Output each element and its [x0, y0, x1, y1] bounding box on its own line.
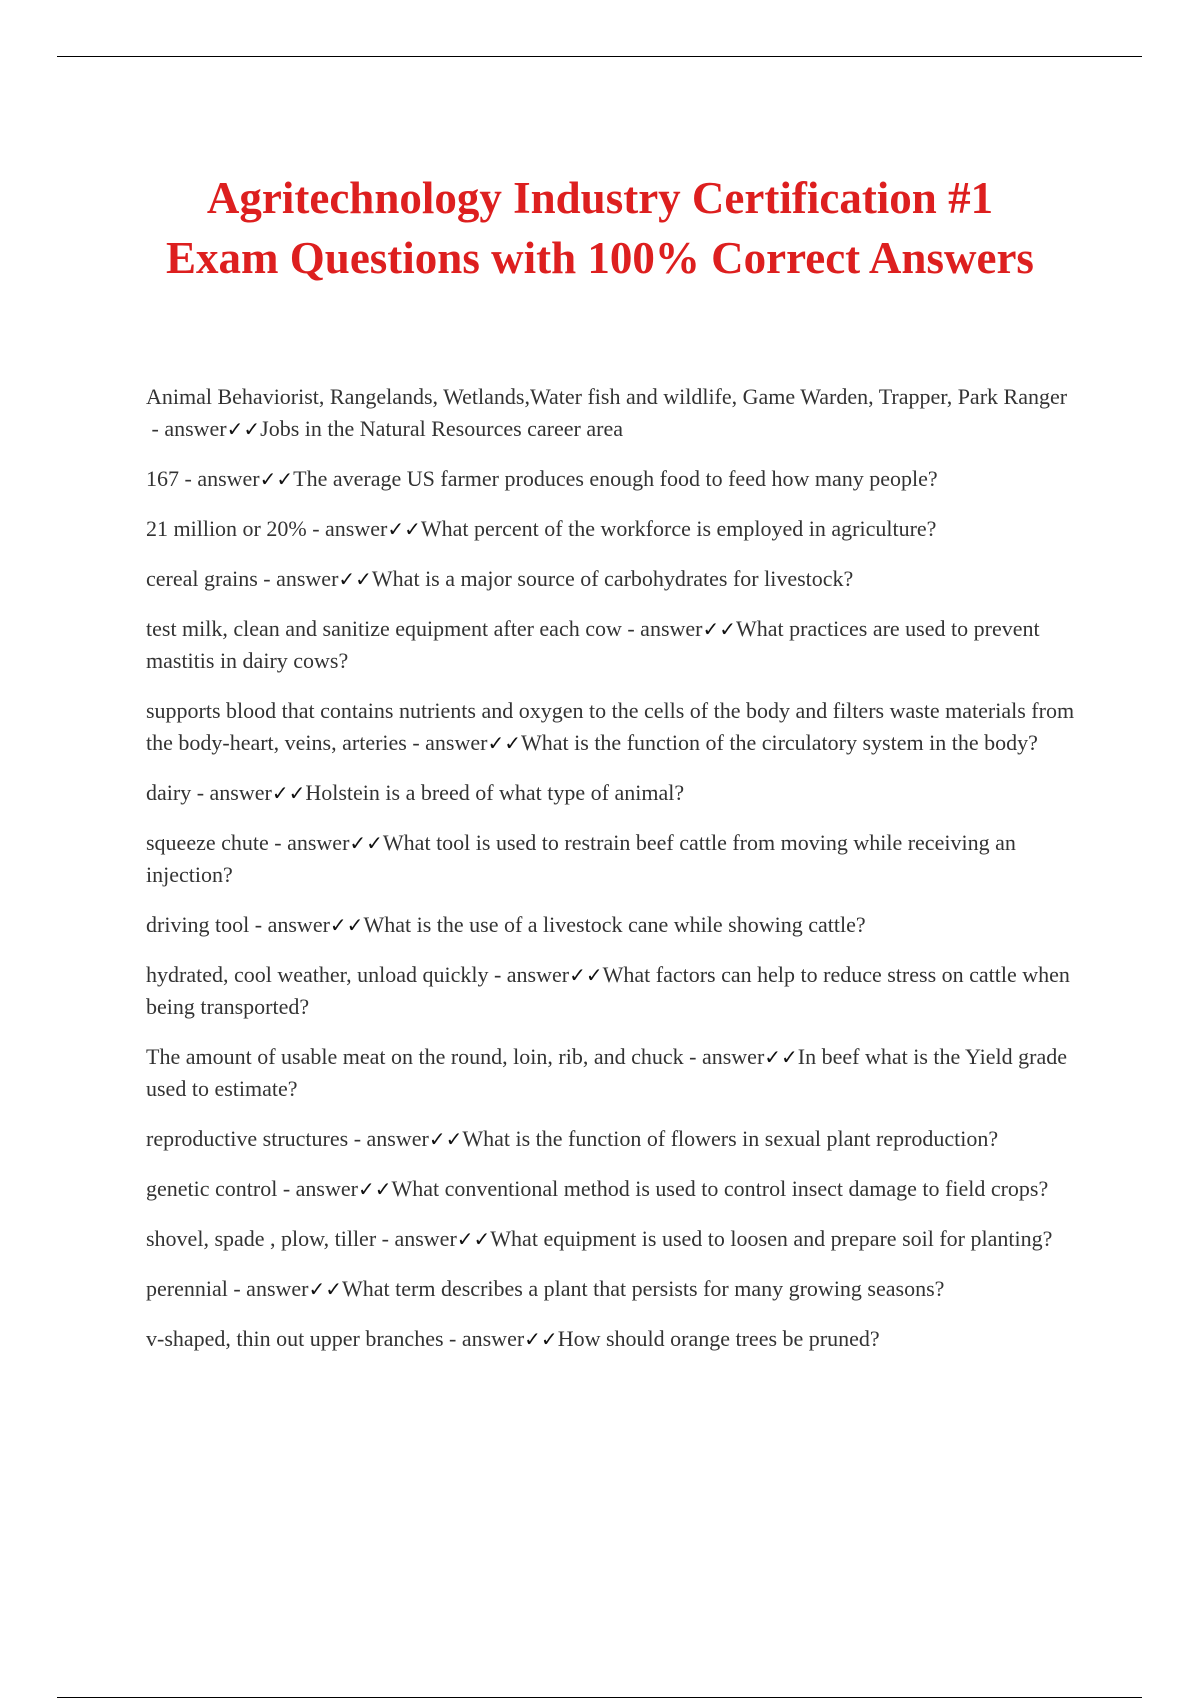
answer-text: supports blood that contains nutrients and oxygen to the cells of the body and filters waste materials from the body-heart, veins, arteries	[146, 698, 1075, 755]
double-check-icon: ✓✓	[702, 617, 737, 641]
double-check-icon: ✓✓	[524, 1327, 558, 1351]
question-text: What percent of the workforce is employed in agriculture?	[420, 516, 937, 541]
answer-text: test milk, clean and sanitize equipment after each cow	[146, 616, 622, 641]
qa-item	[146, 909, 1096, 941]
top-divider	[57, 56, 1142, 57]
double-check-icon: ✓✓	[456, 1227, 491, 1251]
question-text: How should orange trees be pruned?	[557, 1326, 880, 1351]
question-text: What conventional method is used to control insect damage to field crops?	[391, 1176, 1049, 1201]
qa-item	[146, 827, 1096, 891]
answer-separator: - answer	[249, 912, 330, 937]
double-check-icon: ✓✓	[329, 913, 364, 937]
double-check-icon: ✓✓	[338, 567, 372, 591]
answer-separator: - answer	[191, 780, 272, 805]
qa-item	[146, 695, 1096, 759]
answer-separator: - answer	[277, 1176, 358, 1201]
answer-separator: - answer	[179, 466, 260, 491]
double-check-icon: ✓✓	[357, 1177, 392, 1201]
title-line-2: Exam Questions with 100% Correct Answers	[166, 233, 1034, 283]
answer-text: squeeze chute	[146, 830, 269, 855]
qa-item	[146, 1041, 1096, 1105]
question-text: What practices are used to prevent mastitis in dairy cows?	[146, 616, 1040, 673]
answer-separator: - answer	[406, 730, 488, 755]
answer-separator: - answer	[488, 962, 570, 987]
question-text: What tool is used to restrain beef cattle from moving while receiving an injection?	[146, 830, 1016, 887]
answer-text: driving tool	[146, 912, 250, 937]
qa-item	[146, 1223, 1096, 1255]
question-text: Holstein is a breed of what type of animal?	[305, 780, 685, 805]
answer-text: 21 million or 20%	[146, 516, 307, 541]
answer-separator: - answer	[227, 1276, 309, 1301]
double-check-icon: ✓✓	[308, 1277, 343, 1301]
question-text: What is the use of a livestock cane while showing cattle?	[363, 912, 866, 937]
qa-item	[146, 381, 1096, 445]
document-title	[100, 168, 1100, 288]
question-text: What is a major source of carbohydrates for livestock?	[371, 566, 854, 591]
answer-text: reproductive structures	[146, 1126, 349, 1151]
double-check-icon: ✓✓	[487, 731, 521, 755]
double-check-icon: ✓✓	[349, 831, 383, 855]
question-text: What is the function of flowers in sexual plant reproduction?	[462, 1126, 999, 1151]
question-text: What is the function of the circulatory system in the body?	[521, 730, 1038, 755]
answer-separator: - answer	[268, 830, 350, 855]
answer-text: v-shaped, thin out upper branches	[146, 1326, 444, 1351]
answer-separator: - answer	[376, 1226, 457, 1251]
qa-item	[146, 563, 1096, 595]
answer-text: dairy	[146, 780, 192, 805]
answer-text: 167	[146, 466, 179, 491]
question-text: What term describes a plant that persists for many growing seasons?	[342, 1276, 945, 1301]
answer-text: perennial	[146, 1276, 228, 1301]
qa-item	[146, 1323, 1096, 1355]
answer-separator: - answer	[257, 566, 339, 591]
double-check-icon: ✓✓	[271, 781, 306, 805]
double-check-icon: ✓✓	[764, 1045, 798, 1069]
qa-item	[146, 513, 1096, 545]
qa-item	[146, 777, 1096, 809]
answer-text: cereal grains	[146, 566, 258, 591]
qa-item	[146, 613, 1096, 677]
answer-text: hydrated, cool weather, unload quickly	[146, 962, 489, 987]
qa-list	[146, 381, 1096, 1373]
question-text: The average US farmer produces enough food to feed how many people?	[293, 466, 938, 491]
qa-item	[146, 463, 1096, 495]
answer-separator: - answer	[683, 1044, 765, 1069]
qa-item	[146, 1273, 1096, 1305]
answer-separator: - answer	[306, 516, 388, 541]
title-line-1: Agritechnology Industry Certification #1	[206, 173, 994, 223]
answer-separator: - answer	[443, 1326, 525, 1351]
answer-separator: - answer	[621, 616, 703, 641]
answer-separator: - answer	[348, 1126, 429, 1151]
double-check-icon: ✓✓	[259, 467, 294, 491]
qa-item	[146, 1123, 1096, 1155]
double-check-icon: ✓✓	[569, 963, 603, 987]
question-text: Jobs in the Natural Resources career area	[260, 416, 623, 441]
question-text: In beef what is the Yield grade used to estimate?	[146, 1044, 1067, 1101]
answer-text: The amount of usable meat on the round, loin, rib, and chuck	[146, 1044, 684, 1069]
answer-separator: - answer	[146, 416, 227, 441]
bottom-divider	[57, 1697, 1142, 1698]
double-check-icon: ✓✓	[428, 1127, 463, 1151]
question-text: What equipment is used to loosen and prepare soil for planting?	[490, 1226, 1053, 1251]
question-text: What factors can help to reduce stress on cattle when being transported?	[146, 962, 1070, 1019]
qa-item	[146, 1173, 1096, 1205]
qa-item	[146, 959, 1096, 1023]
answer-text: genetic control	[146, 1176, 278, 1201]
double-check-icon: ✓✓	[226, 417, 261, 441]
double-check-icon: ✓✓	[387, 517, 421, 541]
answer-text: Animal Behaviorist, Rangelands, Wetlands,Water fish and wildlife, Game Warden, Trapper, Park Ranger	[146, 384, 1068, 409]
answer-text: shovel, spade , plow, tiller	[146, 1226, 377, 1251]
